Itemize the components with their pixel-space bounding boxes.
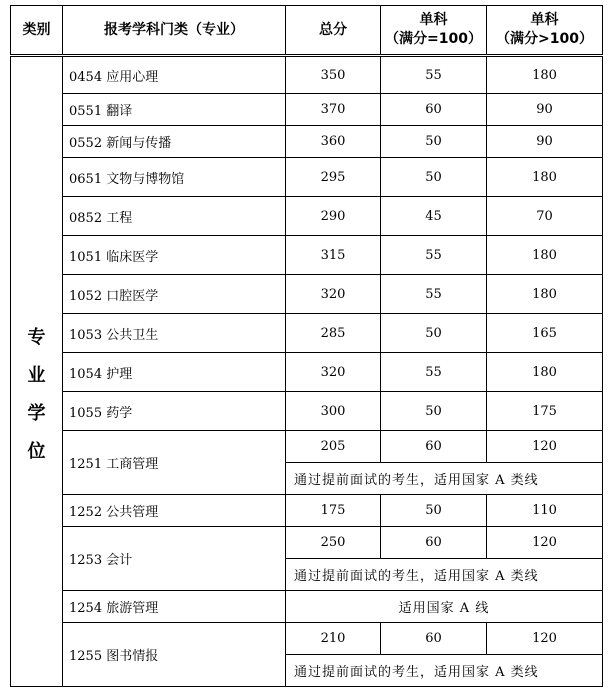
table-row [11,56,603,94]
total-cell: 360 [286,126,381,158]
header-single-100 [381,6,487,56]
table-row [11,126,603,158]
table-row [11,314,603,353]
category-char: 位 [27,441,46,462]
total-cell: 290 [286,197,381,236]
total-cell: 320 [286,353,381,392]
single-100-cell: 55 [381,275,487,314]
table-row [11,623,603,655]
single-gt100-cell: 110 [487,495,603,527]
note-cell: 通过提前面试的考生，适用国家 A 类线 [286,559,603,591]
header-single-gt100-line2: （满分>100） [496,31,593,47]
table-row [11,236,603,275]
total-cell: 320 [286,275,381,314]
total-cell: 175 [286,495,381,527]
total-cell: 250 [286,527,381,559]
total-cell: 370 [286,94,381,126]
header-single-gt100-line1: 单科 [530,12,559,28]
table-row [11,392,603,431]
single-gt100-cell: 180 [487,353,603,392]
single-gt100-cell: 90 [487,126,603,158]
single-gt100-cell: 70 [487,197,603,236]
table-row [11,527,603,559]
single-gt100-cell: 180 [487,236,603,275]
header-row [11,6,603,56]
total-cell: 295 [286,158,381,197]
total-cell: 315 [286,236,381,275]
major-cell: 0551 翻译 [63,94,286,126]
single-gt100-cell: 120 [487,527,603,559]
note-cell: 适用国家 A 线 [286,591,603,623]
major-cell: 1255 图书情报 [63,623,286,687]
table-row [11,94,603,126]
single-gt100-cell: 180 [487,158,603,197]
single-gt100-cell: 120 [487,623,603,655]
major-cell: 0852 工程 [63,197,286,236]
major-cell: 1051 临床医学 [63,236,286,275]
single-100-cell: 50 [381,158,487,197]
single-100-cell: 45 [381,197,487,236]
header-total: 总分 [286,6,381,56]
single-gt100-cell: 120 [487,431,603,463]
header-major: 报考学科门类（专业） [63,6,286,56]
major-cell: 1055 药学 [63,392,286,431]
single-100-cell: 50 [381,392,487,431]
major-cell: 1254 旅游管理 [63,591,286,623]
total-cell: 285 [286,314,381,353]
note-cell: 通过提前面试的考生，适用国家 A 类线 [286,655,603,687]
table-row [11,591,603,623]
total-cell: 350 [286,56,381,94]
single-100-cell: 55 [381,353,487,392]
major-cell: 0651 文物与博物馆 [63,158,286,197]
single-100-cell: 60 [381,431,487,463]
single-100-cell: 60 [381,623,487,655]
single-gt100-cell: 175 [487,392,603,431]
table-row [11,353,603,392]
category-char: 学 [27,403,46,424]
major-cell: 1252 公共管理 [63,495,286,527]
header-single-100-line2: （满分=100） [385,31,482,47]
major-cell: 1052 口腔医学 [63,275,286,314]
table-row [11,431,603,463]
header-single-100-line1: 单科 [419,12,448,28]
total-cell: 300 [286,392,381,431]
major-cell: 0552 新闻与传播 [63,126,286,158]
single-gt100-cell: 180 [487,56,603,94]
score-table [10,5,603,687]
total-cell: 205 [286,431,381,463]
table-row [11,275,603,314]
single-100-cell: 55 [381,56,487,94]
major-cell: 1053 公共卫生 [63,314,286,353]
single-100-cell: 60 [381,94,487,126]
single-100-cell: 55 [381,236,487,275]
major-cell: 1054 护理 [63,353,286,392]
category-cell [11,56,63,687]
header-category: 类别 [11,6,63,56]
category-char: 专 [27,327,46,348]
single-100-cell: 50 [381,495,487,527]
category-char: 业 [27,365,46,386]
table-row [11,197,603,236]
header-single-gt100 [487,6,603,56]
table-row [11,495,603,527]
single-100-cell: 50 [381,314,487,353]
single-gt100-cell: 90 [487,94,603,126]
note-cell: 通过提前面试的考生，适用国家 A 类线 [286,463,603,495]
table-row [11,158,603,197]
major-cell: 1251 工商管理 [63,431,286,495]
major-cell: 0454 应用心理 [63,56,286,94]
single-gt100-cell: 165 [487,314,603,353]
single-100-cell: 50 [381,126,487,158]
total-cell: 210 [286,623,381,655]
single-gt100-cell: 180 [487,275,603,314]
single-100-cell: 60 [381,527,487,559]
major-cell: 1253 会计 [63,527,286,591]
